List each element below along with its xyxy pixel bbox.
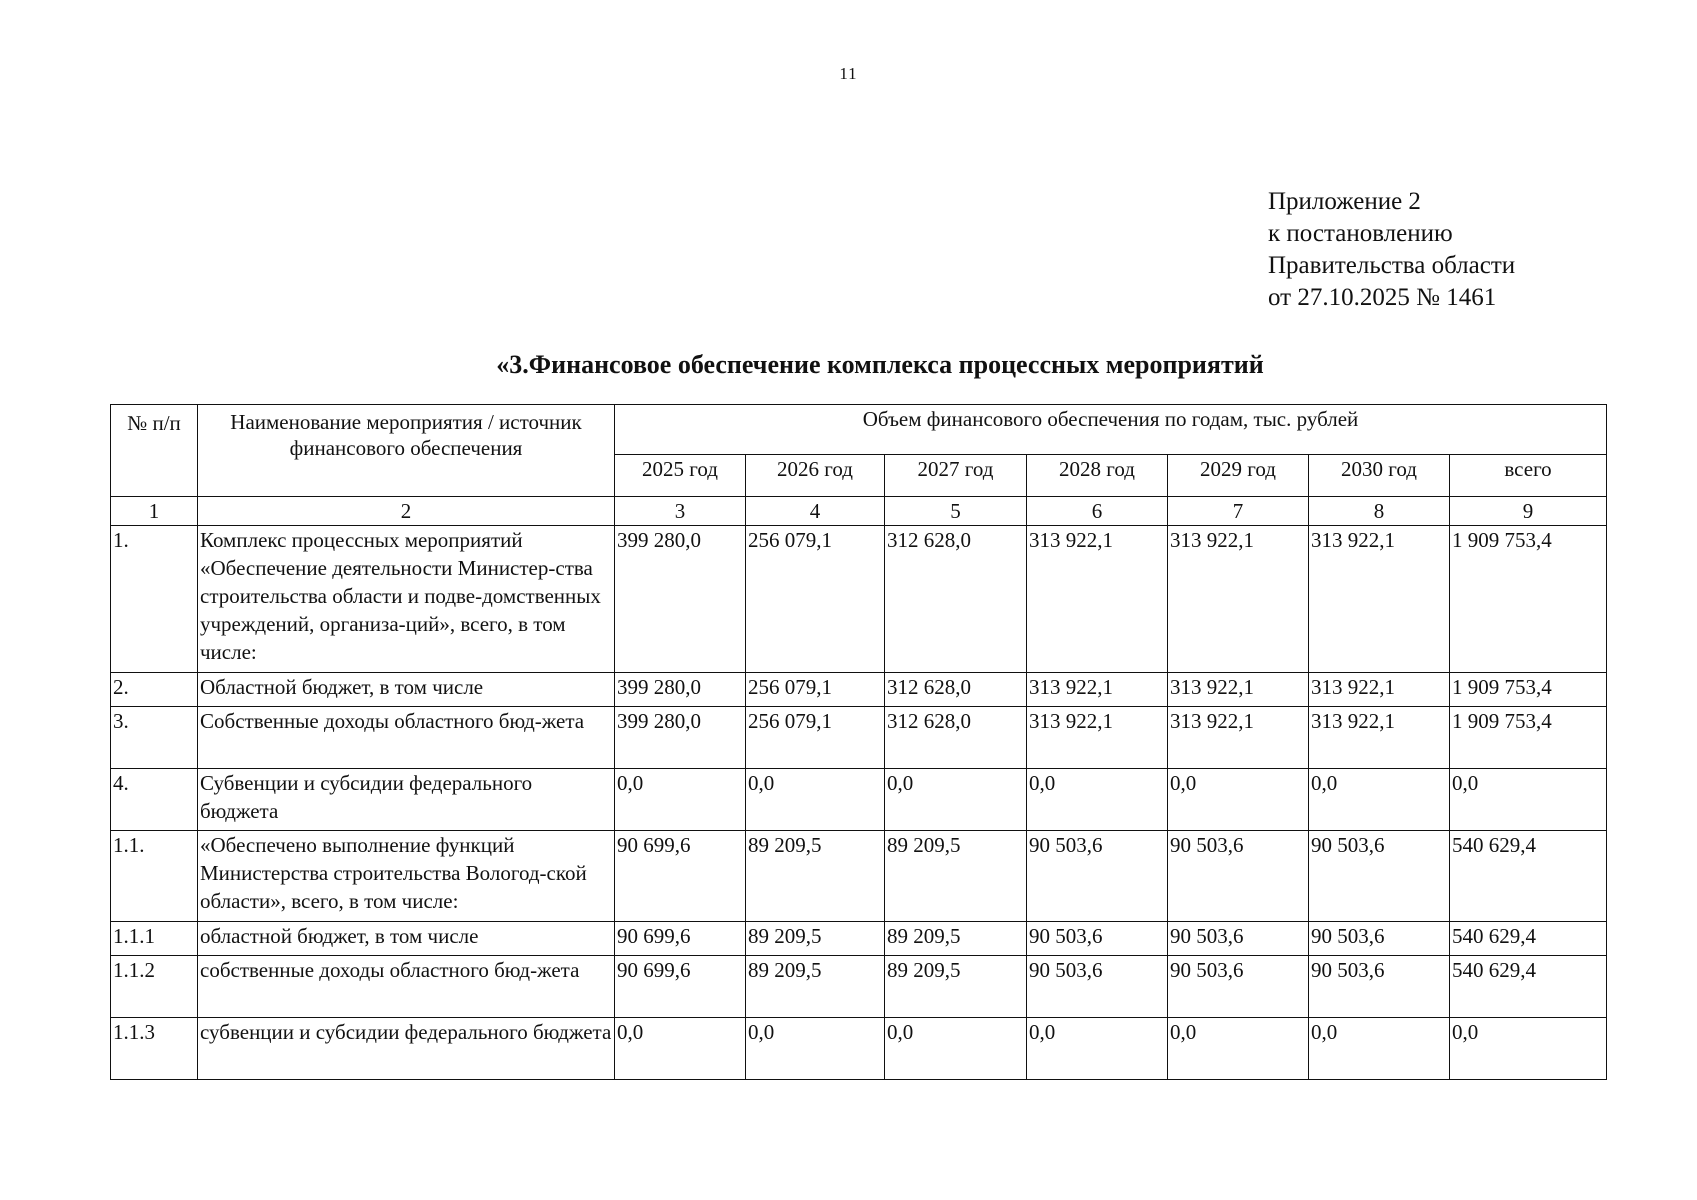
financing-table: [110, 404, 1607, 1080]
value-2027: 89 209,5: [885, 956, 1027, 1018]
year-header: 2029 год: [1168, 455, 1309, 497]
row-name: субвенции и субсидии федерального бюджета: [198, 1018, 615, 1080]
value-2025: 90 699,6: [615, 922, 746, 956]
appendix-block: [1268, 186, 1515, 314]
value-2030: 313 922,1: [1309, 526, 1450, 673]
value-2026: 89 209,5: [746, 956, 885, 1018]
page-number: 11: [839, 64, 858, 83]
row-name: «Обеспечено выполнение функций Министерства строительства Вологод-ской области», всего, в том числе:: [198, 831, 615, 922]
table-row: [111, 956, 1607, 1018]
column-index: 6: [1027, 497, 1168, 526]
year-header: 2026 год: [746, 455, 885, 497]
value-2030: 0,0: [1309, 769, 1450, 831]
row-name: Собственные доходы областного бюд-жета: [198, 707, 615, 769]
value-2028: 90 503,6: [1027, 922, 1168, 956]
year-header: 2028 год: [1027, 455, 1168, 497]
table-row: [111, 831, 1607, 922]
value-total: 540 629,4: [1450, 922, 1607, 956]
value-2026: 0,0: [746, 1018, 885, 1080]
value-2027: 0,0: [885, 1018, 1027, 1080]
value-2026: 89 209,5: [746, 831, 885, 922]
value-2025: 90 699,6: [615, 956, 746, 1018]
value-2025: 399 280,0: [615, 526, 746, 673]
value-2030: 313 922,1: [1309, 707, 1450, 769]
value-2025: 399 280,0: [615, 673, 746, 707]
value-total: 1 909 753,4: [1450, 673, 1607, 707]
table-row: [111, 1018, 1607, 1080]
value-2027: 312 628,0: [885, 673, 1027, 707]
value-2028: 90 503,6: [1027, 831, 1168, 922]
value-2025: 399 280,0: [615, 707, 746, 769]
value-2028: 0,0: [1027, 769, 1168, 831]
row-number: 3.: [111, 707, 198, 769]
appendix-line-2: к постановлению: [1268, 220, 1453, 247]
row-name: областной бюджет, в том числе: [198, 922, 615, 956]
table-row: [111, 769, 1607, 831]
column-index: 3: [615, 497, 746, 526]
value-2025: 0,0: [615, 769, 746, 831]
value-2025: 90 699,6: [615, 831, 746, 922]
column-group-header: Объем финансового обеспечения по годам, тыс. рублей: [615, 405, 1607, 455]
value-2030: 0,0: [1309, 1018, 1450, 1080]
total-header: всего: [1450, 455, 1607, 497]
row-name: Субвенции и субсидии федерального бюджета: [198, 769, 615, 831]
row-name: Областной бюджет, в том числе: [198, 673, 615, 707]
value-2028: 313 922,1: [1027, 673, 1168, 707]
value-total: 1 909 753,4: [1450, 526, 1607, 673]
value-2026: 0,0: [746, 769, 885, 831]
column-index: 1: [111, 497, 198, 526]
value-2029: 313 922,1: [1168, 673, 1309, 707]
value-2026: 89 209,5: [746, 922, 885, 956]
value-total: 540 629,4: [1450, 831, 1607, 922]
value-2026: 256 079,1: [746, 526, 885, 673]
column-index: 9: [1450, 497, 1607, 526]
column-index: 5: [885, 497, 1027, 526]
row-number: 1.1.3: [111, 1018, 198, 1080]
value-2028: 313 922,1: [1027, 526, 1168, 673]
row-number: 1.: [111, 526, 198, 673]
table-row: [111, 707, 1607, 769]
row-number: 1.1.1: [111, 922, 198, 956]
value-2029: 0,0: [1168, 1018, 1309, 1080]
appendix-line-3: Правительства области: [1268, 252, 1516, 279]
value-total: 0,0: [1450, 1018, 1607, 1080]
value-2029: 90 503,6: [1168, 922, 1309, 956]
column-index-row: [111, 497, 1607, 526]
value-2027: 312 628,0: [885, 707, 1027, 769]
value-2026: 256 079,1: [746, 673, 885, 707]
value-2028: 0,0: [1027, 1018, 1168, 1080]
value-2030: 90 503,6: [1309, 956, 1450, 1018]
value-2028: 90 503,6: [1027, 956, 1168, 1018]
year-header: 2030 год: [1309, 455, 1450, 497]
document-title: «3.Финансовое обеспечение комплекса процессных мероприятий: [496, 350, 1264, 379]
column-header-number: № п/п: [111, 405, 198, 497]
table-row: [111, 673, 1607, 707]
value-2029: 0,0: [1168, 769, 1309, 831]
row-number: 1.1.: [111, 831, 198, 922]
column-index: 8: [1309, 497, 1450, 526]
column-index: 7: [1168, 497, 1309, 526]
value-2030: 313 922,1: [1309, 673, 1450, 707]
value-total: 540 629,4: [1450, 956, 1607, 1018]
value-2029: 90 503,6: [1168, 956, 1309, 1018]
column-header-name: Наименование мероприятия / источник финансового обеспечения: [198, 405, 615, 497]
column-index: 2: [198, 497, 615, 526]
value-2026: 256 079,1: [746, 707, 885, 769]
column-index: 4: [746, 497, 885, 526]
value-2029: 313 922,1: [1168, 526, 1309, 673]
value-2030: 90 503,6: [1309, 831, 1450, 922]
value-total: 1 909 753,4: [1450, 707, 1607, 769]
row-name: собственные доходы областного бюд-жета: [198, 956, 615, 1018]
appendix-line-4: от 27.10.2025 № 1461: [1268, 284, 1497, 311]
value-2025: 0,0: [615, 1018, 746, 1080]
value-2029: 90 503,6: [1168, 831, 1309, 922]
row-name: Комплекс процессных мероприятий «Обеспечение деятельности Министер-ства строительства области и подве-домственных учреждений, организа-ций», всего, в том числе:: [198, 526, 615, 673]
row-number: 2.: [111, 673, 198, 707]
table-row: [111, 922, 1607, 956]
row-number: 1.1.2: [111, 956, 198, 1018]
year-header: 2027 год: [885, 455, 1027, 497]
value-2030: 90 503,6: [1309, 922, 1450, 956]
value-2027: 312 628,0: [885, 526, 1027, 673]
value-2028: 313 922,1: [1027, 707, 1168, 769]
value-2027: 89 209,5: [885, 922, 1027, 956]
table-row: [111, 526, 1607, 673]
value-2027: 89 209,5: [885, 831, 1027, 922]
appendix-line-1: Приложение 2: [1268, 188, 1421, 215]
row-number: 4.: [111, 769, 198, 831]
value-2029: 313 922,1: [1168, 707, 1309, 769]
year-header: 2025 год: [615, 455, 746, 497]
value-total: 0,0: [1450, 769, 1607, 831]
value-2027: 0,0: [885, 769, 1027, 831]
